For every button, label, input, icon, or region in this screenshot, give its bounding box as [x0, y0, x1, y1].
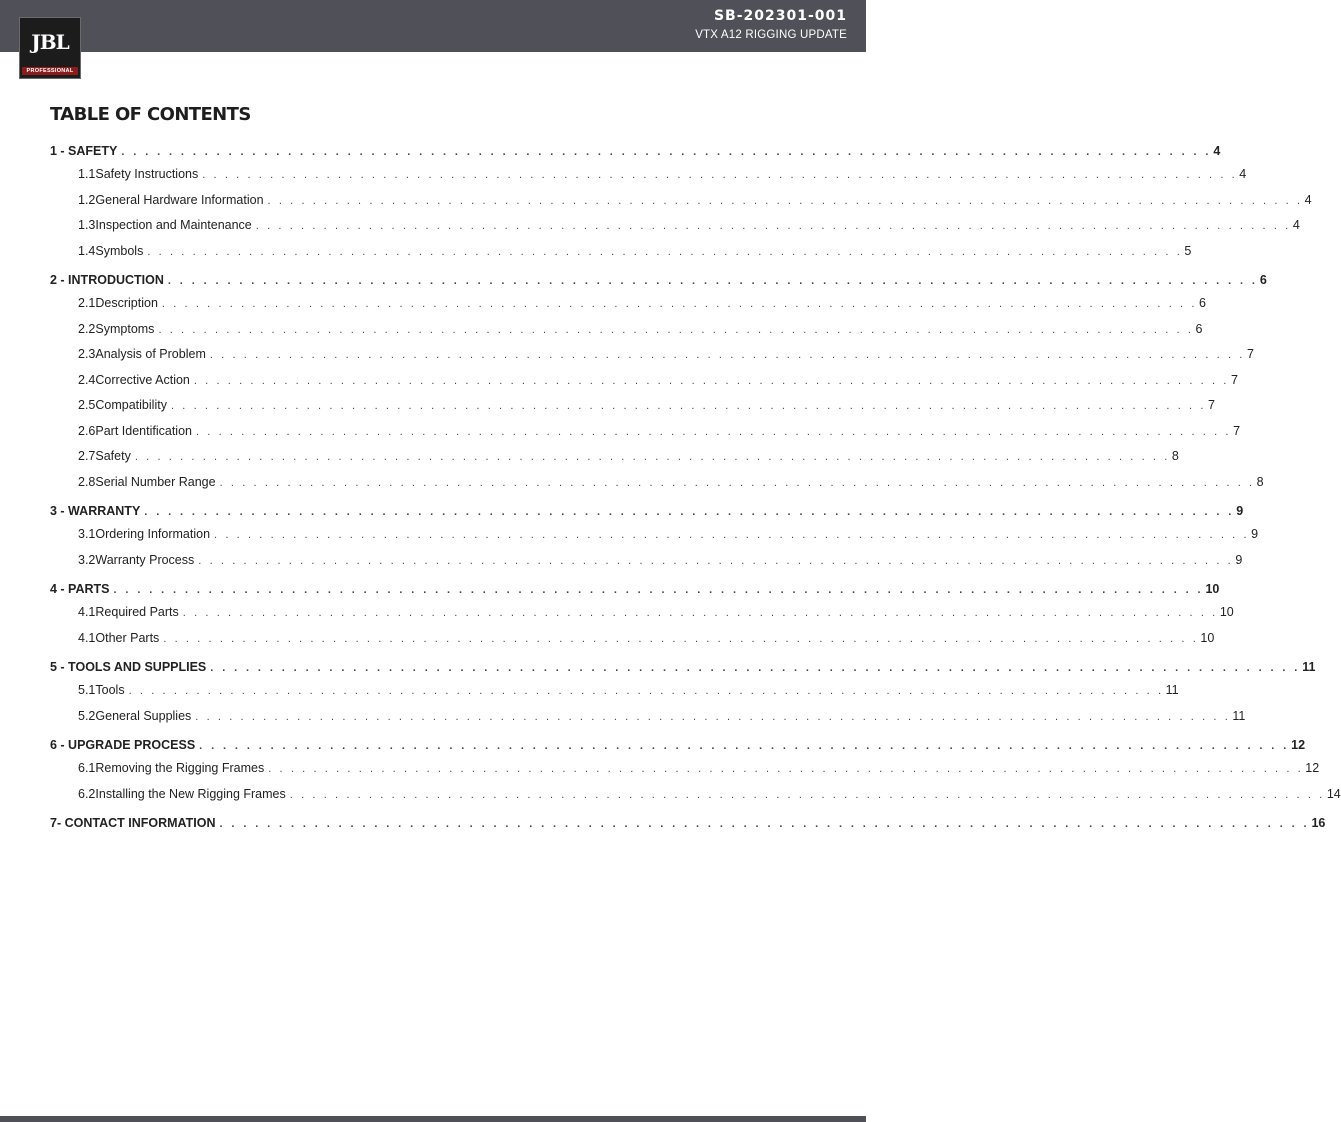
toc-entry-number: 1.2 — [78, 192, 96, 207]
toc-entry-label: Compatibility — [95, 398, 167, 412]
dot-leader: . . . . . . . . . . . . . . . . . . . . . . . . . . . . . . . . . . . . . . . . . . . . . . . . . . . . . . . . . . . . . . . . . . . . . . . . . . . . . . . . . . . . . . . . . . . . — [161, 298, 1197, 310]
toc-page-number: 10 — [1200, 630, 1215, 645]
dot-leader: . . . . . . . . . . . . . . . . . . . . . . . . . . . . . . . . . . . . . . . . . . . . . . . . . . . . . . . . . . . . . . . . . . . . . . . . . . . . . . . . . . . . . . . . . . . . — [202, 169, 1238, 181]
toc-entry-label: Symptoms — [95, 321, 155, 336]
dot-leader: . . . . . . . . . . . . . . . . . . . . . . . . . . . . . . . . . . . . . . . . . . . . . . . . . . . . . . . . . . . . . . . . . . . . . . . . . . . . . . . . . . . . . . . . . . . . — [210, 662, 1301, 674]
dot-leader: . . . . . . . . . . . . . . . . . . . . . . . . . . . . . . . . . . . . . . . . . . . . . . . . . . . . . . . . . . . . . . . . . . . . . . . . . . . . . . . . . . . . . . . . . . . . — [195, 710, 1231, 723]
toc-entry-label: 4 - PARTS — [50, 582, 110, 596]
toc-page-number: 16 — [1311, 816, 1326, 830]
dot-leader: . . . . . . . . . . . . . . . . . . . . . . . . . . . . . . . . . . . . . . . . . . . . . . . . . . . . . . . . . . . . . . . . . . . . . . . . . . . . . . . . . . . . . . . . . . . . — [128, 685, 1164, 697]
dot-leader: . . . . . . . . . . . . . . . . . . . . . . . . . . . . . . . . . . . . . . . . . . . . . . . . . . . . . . . . . . . . . . . . . . . . . . . . . . . . . . . . . . . . . . . . . . . . — [113, 584, 1204, 596]
toc-entry-number: 6.2 — [78, 786, 96, 801]
footer-bar — [0, 1116, 866, 1122]
toc-entry-label: Required Parts — [95, 605, 179, 619]
toc-entry-sub[interactable] — [50, 470, 1264, 496]
dot-leader: . . . . . . . . . . . . . . . . . . . . . . . . . . . . . . . . . . . . . . . . . . . . . . . . . . . . . . . . . . . . . . . . . . . . . . . . . . . . . . . . . . . . . . . . . . . . — [144, 506, 1235, 518]
toc-entry-number: 2.8 — [78, 474, 96, 489]
dot-leader: . . . . . . . . . . . . . . . . . . . . . . . . . . . . . . . . . . . . . . . . . . . . . . . . . . . . . . . . . . . . . . . . . . . . . . . . . . . . . . . . . . . . . . . . . . . . — [198, 554, 1234, 567]
toc-entry-sub[interactable] — [50, 368, 1238, 394]
dot-leader: . . . . . . . . . . . . . . . . . . . . . . . . . . . . . . . . . . . . . . . . . . . . . . . . . . . . . . . . . . . . . . . . . . . . . . . . . . . . . . . . . . . . . . . . . . . . — [209, 349, 1245, 361]
toc-section — [50, 579, 1234, 651]
toc-entry-number: 1.4 — [78, 243, 96, 258]
toc-entry-label: 6 - UPGRADE PROCESS — [50, 738, 196, 752]
toc-entry-main[interactable] — [50, 657, 1316, 678]
dot-leader: . . . . . . . . . . . . . . . . . . . . . . . . . . . . . . . . . . . . . . . . . . . . . . . . . . . . . . . . . . . . . . . . . . . . . . . . . . . . . . . . . . . . . . . . . . . . — [219, 476, 1255, 489]
document-subtitle: VTX A12 RIGGING UPDATE — [695, 29, 847, 41]
dot-leader: . . . . . . . . . . . . . . . . . . . . . . . . . . . . . . . . . . . . . . . . . . . . . . . . . . . . . . . . . . . . . . . . . . . . . . . . . . . . . . . . . . . . . . . . . . . . — [134, 451, 1170, 463]
toc-entry-sub[interactable] — [50, 213, 1300, 239]
toc-entry-label: Description — [95, 296, 158, 310]
toc-entry-number: 4.1 — [78, 630, 96, 645]
toc-entry-main[interactable] — [50, 579, 1220, 600]
toc-entry-label: Symbols — [95, 243, 144, 258]
toc-page-number: 6 — [1199, 296, 1206, 310]
toc-entry-label: Part Identification — [95, 423, 192, 438]
document-number: SB-202301-001 — [713, 8, 847, 24]
toc-entry-label: 3 - WARRANTY — [50, 504, 141, 518]
toc-entry-label: Safety — [95, 449, 131, 463]
dot-leader: . . . . . . . . . . . . . . . . . . . . . . . . . . . . . . . . . . . . . . . . . . . . . . . . . . . . . . . . . . . . . . . . . . . . . . . . . . . . . . . . . . . . . . . . . . . . — [167, 275, 1258, 287]
toc-entry-sub[interactable] — [50, 548, 1243, 574]
dot-leader: . . . . . . . . . . . . . . . . . . . . . . . . . . . . . . . . . . . . . . . . . . . . . . . . . . . . . . . . . . . . . . . . . . . . . . . . . . . . . . . . . . . . . . . . . . . . — [195, 425, 1232, 438]
toc-entry-label: Ordering Information — [95, 527, 211, 541]
dot-leader: . . . . . . . . . . . . . . . . . . . . . . . . . . . . . . . . . . . . . . . . . . . . . . . . . . . . . . . . . . . . . . . . . . . . . . . . . . . . . . . . . . . . . . . . . . . . — [170, 400, 1207, 412]
dot-leader: . . . . . . . . . . . . . . . . . . . . . . . . . . . . . . . . . . . . . . . . . . . . . . . . . . . . . . . . . . . . . . . . . . . . . . . . . . . . . . . . . . . . . . . . . . . . — [214, 529, 1250, 541]
toc-page-number: 7 — [1246, 347, 1254, 361]
toc-entry-label: General Hardware Information — [95, 192, 264, 207]
toc-entry-label: Tools — [95, 683, 125, 697]
toc-page-number: 14 — [1326, 786, 1341, 801]
toc-section — [50, 501, 1259, 573]
toc-entry-sub[interactable] — [50, 704, 1246, 730]
toc-entry-label: 2 - INTRODUCTION — [50, 273, 164, 287]
toc-page-number: 7 — [1208, 398, 1215, 412]
toc-entry-main[interactable] — [50, 813, 1326, 834]
toc-page-number: 10 — [1219, 605, 1234, 619]
toc-entry-sub[interactable] — [50, 600, 1234, 626]
toc-entry-sub[interactable] — [50, 291, 1206, 317]
toc-entry-label: Removing the Rigging Frames — [95, 761, 265, 775]
toc-title: TABLE OF CONTENTS — [50, 104, 251, 125]
toc-page-number: 8 — [1256, 474, 1264, 489]
toc-entry-main[interactable] — [50, 501, 1244, 522]
toc-page-number: 7 — [1233, 423, 1241, 438]
toc-entry-number: 2.2 — [78, 321, 96, 336]
toc-entry-number: 2.6 — [78, 423, 96, 438]
toc-entry-number: 2.5 — [78, 398, 96, 412]
toc-entry-number: 6.1 — [78, 761, 96, 775]
toc-entry-sub[interactable] — [50, 444, 1179, 470]
toc-entry-sub[interactable] — [50, 626, 1215, 652]
dot-leader: . . . . . . . . . . . . . . . . . . . . . . . . . . . . . . . . . . . . . . . . . . . . . . . . . . . . . . . . . . . . . . . . . . . . . . . . . . . . . . . . . . . . . . . . . . . . — [268, 763, 1304, 775]
toc-page-number: 12 — [1291, 738, 1306, 752]
toc-entry-number: 1.3 — [78, 218, 96, 232]
toc-page-number: 4 — [1304, 192, 1312, 207]
toc-entry-sub[interactable] — [50, 782, 1341, 808]
toc-entry-sub[interactable] — [50, 342, 1254, 368]
toc-entry-number: 1.1 — [78, 167, 96, 181]
toc-entry-sub[interactable] — [50, 162, 1247, 188]
toc-section — [50, 657, 1316, 729]
toc-entry-sub[interactable] — [50, 756, 1320, 782]
toc-entry-number: 4.1 — [78, 605, 96, 619]
toc-entry-number: 2.3 — [78, 347, 96, 361]
logo-subtext: PROFESSIONAL — [22, 67, 78, 75]
toc-entry-number: 5.1 — [78, 683, 96, 697]
toc-entry-main[interactable] — [50, 141, 1221, 162]
toc-page-number: 11 — [1165, 683, 1179, 697]
toc-entry-number: 3.2 — [78, 552, 96, 567]
toc-entry-main[interactable] — [50, 735, 1306, 756]
toc-entry-label: Other Parts — [95, 630, 160, 645]
toc-section — [50, 813, 1326, 834]
toc-entry-main[interactable] — [50, 270, 1267, 291]
toc-entry-label: General Supplies — [95, 708, 192, 723]
toc-entry-label: Corrective Action — [95, 372, 190, 387]
dot-leader: . . . . . . . . . . . . . . . . . . . . . . . . . . . . . . . . . . . . . . . . . . . . . . . . . . . . . . . . . . . . . . . . . . . . . . . . . . . . . . . . . . . . . . . . . . . . — [289, 788, 1325, 801]
dot-leader: . . . . . . . . . . . . . . . . . . . . . . . . . . . . . . . . . . . . . . . . . . . . . . . . . . . . . . . . . . . . . . . . . . . . . . . . . . . . . . . . . . . . . . . . . . . . — [182, 607, 1218, 619]
toc-entry-label: Inspection and Maintenance — [95, 218, 252, 232]
toc-page-number: 8 — [1171, 449, 1179, 463]
toc-page-number: 6 — [1259, 273, 1267, 287]
toc-entry-sub[interactable] — [50, 239, 1192, 265]
dot-leader: . . . . . . . . . . . . . . . . . . . . . . . . . . . . . . . . . . . . . . . . . . . . . . . . . . . . . . . . . . . . . . . . . . . . . . . . . . . . . . . . . . . . . . . . . . . . — [199, 740, 1290, 752]
toc-section — [50, 735, 1341, 807]
dot-leader: . . . . . . . . . . . . . . . . . . . . . . . . . . . . . . . . . . . . . . . . . . . . . . . . . . . . . . . . . . . . . . . . . . . . . . . . . . . . . . . . . . . . . . . . . . . . — [147, 245, 1183, 258]
toc-page-number: 7 — [1230, 372, 1238, 387]
dot-leader: . . . . . . . . . . . . . . . . . . . . . . . . . . . . . . . . . . . . . . . . . . . . . . . . . . . . . . . . . . . . . . . . . . . . . . . . . . . . . . . . . . . . . . . . . . . . — [193, 374, 1229, 387]
toc-entry-label: 1 - SAFETY — [50, 144, 118, 158]
table-of-contents — [50, 141, 1341, 840]
dot-leader: . . . . . . . . . . . . . . . . . . . . . . . . . . . . . . . . . . . . . . . . . . . . . . . . . . . . . . . . . . . . . . . . . . . . . . . . . . . . . . . . . . . . . . . . . . . . — [163, 632, 1199, 645]
toc-section — [50, 270, 1267, 495]
toc-page-number: 11 — [1232, 708, 1246, 723]
toc-entry-sub[interactable] — [50, 188, 1312, 214]
toc-page-number: 4 — [1213, 144, 1221, 158]
toc-entry-label: 5 - TOOLS AND SUPPLIES — [50, 660, 207, 674]
dot-leader: . . . . . . . . . . . . . . . . . . . . . . . . . . . . . . . . . . . . . . . . . . . . . . . . . . . . . . . . . . . . . . . . . . . . . . . . . . . . . . . . . . . . . . . . . . . . — [121, 146, 1212, 158]
toc-page-number: 9 — [1235, 552, 1243, 567]
toc-entry-label: Serial Number Range — [95, 474, 216, 489]
toc-entry-number: 3.1 — [78, 527, 96, 541]
toc-page-number: 6 — [1195, 321, 1203, 336]
header-bar — [0, 0, 866, 52]
toc-section — [50, 141, 1312, 264]
dot-leader: . . . . . . . . . . . . . . . . . . . . . . . . . . . . . . . . . . . . . . . . . . . . . . . . . . . . . . . . . . . . . . . . . . . . . . . . . . . . . . . . . . . . . . . . . . . . — [158, 323, 1194, 336]
toc-entry-label: Warranty Process — [95, 552, 195, 567]
toc-page-number: 5 — [1184, 243, 1192, 258]
toc-entry-label: Analysis of Problem — [95, 347, 206, 361]
toc-entry-sub[interactable] — [50, 678, 1179, 704]
toc-entry-sub[interactable] — [50, 393, 1215, 419]
toc-page-number: 9 — [1251, 527, 1259, 541]
dot-leader: . . . . . . . . . . . . . . . . . . . . . . . . . . . . . . . . . . . . . . . . . . . . . . . . . . . . . . . . . . . . . . . . . . . . . . . . . . . . . . . . . . . . . . . . . . . . — [267, 194, 1303, 207]
toc-entry-number: 2.4 — [78, 372, 96, 387]
jbl-professional-logo — [19, 17, 81, 79]
toc-entry-number: 5.2 — [78, 708, 96, 723]
toc-page-number: 11 — [1302, 660, 1316, 674]
toc-page-number: 9 — [1236, 504, 1244, 518]
dot-leader: . . . . . . . . . . . . . . . . . . . . . . . . . . . . . . . . . . . . . . . . . . . . . . . . . . . . . . . . . . . . . . . . . . . . . . . . . . . . . . . . . . . . . . . . . . . . — [219, 818, 1310, 830]
toc-entry-sub[interactable] — [50, 419, 1241, 445]
toc-entry-label: 7- CONTACT INFORMATION — [50, 816, 216, 830]
toc-entry-number: 2.7 — [78, 449, 96, 463]
toc-page-number: 4 — [1292, 218, 1300, 232]
toc-page-number: 10 — [1205, 582, 1220, 596]
toc-entry-sub[interactable] — [50, 522, 1259, 548]
dot-leader: . . . . . . . . . . . . . . . . . . . . . . . . . . . . . . . . . . . . . . . . . . . . . . . . . . . . . . . . . . . . . . . . . . . . . . . . . . . . . . . . . . . . . . . . . . . . — [255, 220, 1291, 232]
toc-entry-label: Safety Instructions — [95, 167, 199, 181]
toc-page-number: 12 — [1305, 761, 1320, 775]
toc-entry-number: 2.1 — [78, 296, 96, 310]
toc-page-number: 4 — [1239, 167, 1247, 181]
toc-entry-label: Installing the New Rigging Frames — [95, 786, 286, 801]
toc-entry-sub[interactable] — [50, 317, 1203, 343]
logo-mark: JBL — [31, 30, 69, 54]
